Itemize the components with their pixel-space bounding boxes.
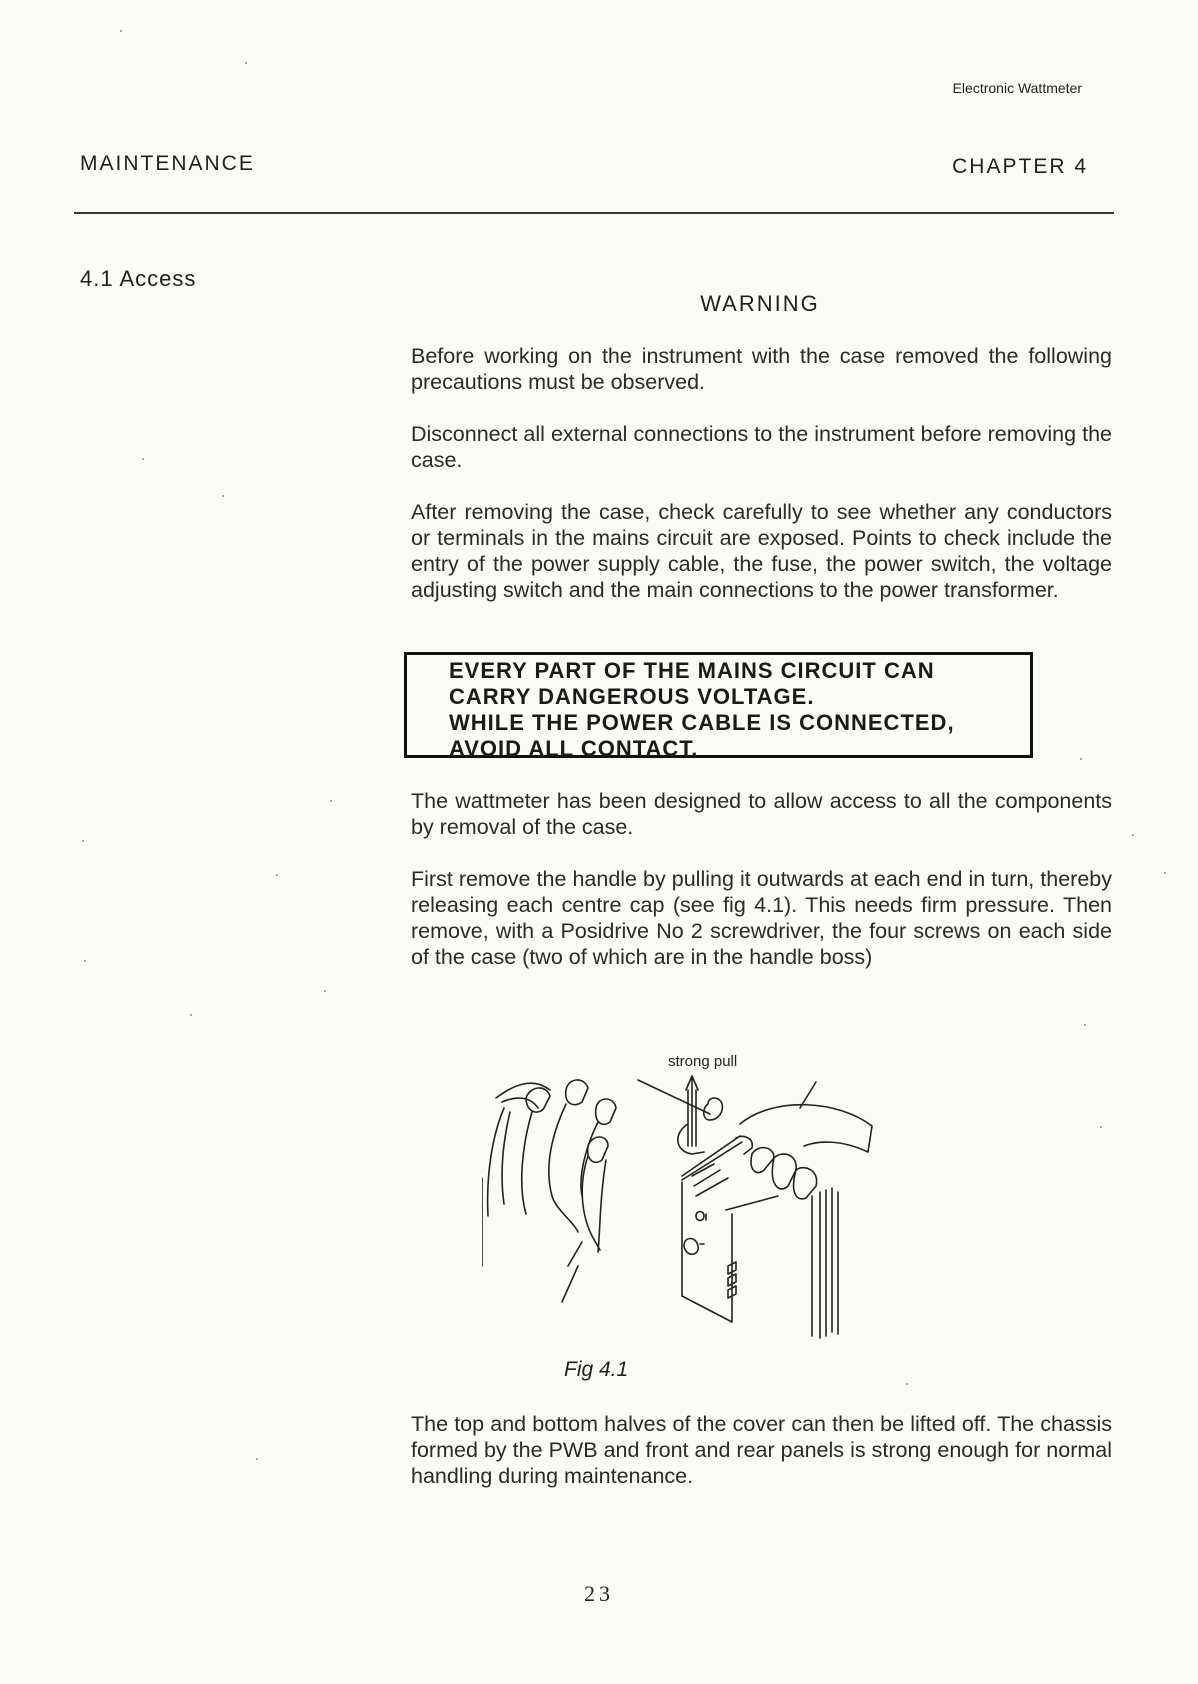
- right-palm-outline: [549, 1104, 598, 1232]
- warning-paragraph-3: After removing the case, check carefully to see whether any conductors or terminals in the mains circuit are exposed. Points to check include the entry of the power supply cable, the fuse, the power switch, the voltage adjusting switch and the main connections to the power transformer.: [411, 500, 1112, 602]
- knuckle: [751, 1148, 774, 1173]
- left-hand-thumb: [496, 1083, 550, 1108]
- scan-speck: [245, 62, 247, 64]
- caution-line: CARRY DANGEROUS VOLTAGE.: [449, 684, 815, 709]
- scan-speck: [142, 458, 144, 460]
- warning-paragraph-1: Before working on the instrument with the case removed the following precautions must be observed.: [411, 344, 1112, 394]
- knuckle: [794, 1168, 817, 1199]
- body-paragraph-2: First remove the handle by pulling it outwards at each end in turn, thereby releasing each centre cap (see fig 4.1). This needs firm pressure. Then remove, with a Posidrive No 2 screwdriver, the four screws on each side of the case (two of which are in the handle boss): [411, 867, 1112, 969]
- rear-panel: [812, 1188, 838, 1338]
- scan-speck: [120, 30, 122, 32]
- figure-caption: Fig 4.1: [564, 1358, 629, 1381]
- finger-outline: [582, 1156, 606, 1252]
- scan-speck: [1100, 1126, 1102, 1128]
- section-title: MAINTENANCE: [80, 152, 255, 175]
- page-number: 23: [584, 1581, 614, 1606]
- fingernail: [588, 1137, 608, 1162]
- body-paragraph-1: The wattmeter has been designed to allow access to all the components by removal of the case.: [411, 789, 1112, 839]
- chapter-label: CHAPTER 4: [952, 155, 1088, 178]
- scan-speck: [256, 1458, 258, 1460]
- case-edge: [638, 1080, 816, 1114]
- scan-speck: [222, 495, 224, 497]
- caution-line: WHILE THE POWER CABLE IS CONNECTED,: [449, 710, 955, 735]
- scan-speck: [190, 1014, 192, 1016]
- scan-speck: [1132, 834, 1134, 836]
- hand-wrist: [482, 1178, 582, 1302]
- warning-paragraph-2: Disconnect all external connections to the instrument before removing the case.: [411, 422, 1112, 472]
- case-lines: [692, 1164, 728, 1196]
- handle-removal-figure: [482, 1046, 938, 1364]
- header-rule: [74, 212, 1114, 214]
- body-paragraph-3: The top and bottom halves of the cover can then be lifted off. The chassis formed by the PWB and front and rear panels is strong enough for normal handling during maintenance.: [411, 1412, 1112, 1488]
- scan-speck: [1080, 758, 1082, 760]
- knuckle: [772, 1154, 796, 1189]
- scan-speck: [1164, 872, 1166, 874]
- centre-cap: [678, 1124, 704, 1154]
- handle-boss: [704, 1098, 723, 1120]
- scan-speck: [906, 1383, 908, 1385]
- caution-line: EVERY PART OF THE MAINS CIRCUIT CAN: [449, 658, 935, 683]
- running-title: Electronic Wattmeter: [952, 80, 1082, 96]
- scan-speck: [324, 990, 326, 992]
- warning-heading: WARNING: [700, 291, 820, 316]
- caution-box: [404, 652, 1033, 761]
- fingernail: [566, 1080, 588, 1105]
- scan-speck: [1084, 1024, 1086, 1026]
- small-knob-icon: [696, 1212, 706, 1221]
- scan-speck: [276, 874, 278, 876]
- subsection-heading: 4.1 Access: [80, 266, 197, 291]
- figure-label: strong pull: [668, 1053, 738, 1070]
- scan-speck: [84, 960, 86, 962]
- left-hand-outline: [488, 1108, 532, 1216]
- caution-line: AVOID ALL CONTACT.: [449, 736, 699, 761]
- scan-speck: [330, 800, 332, 802]
- fingernail: [596, 1099, 616, 1124]
- arrow-icon: [686, 1076, 698, 1146]
- power-switch-icon: [684, 1239, 704, 1255]
- scan-speck: [82, 840, 84, 842]
- right-hand-back: [740, 1105, 872, 1152]
